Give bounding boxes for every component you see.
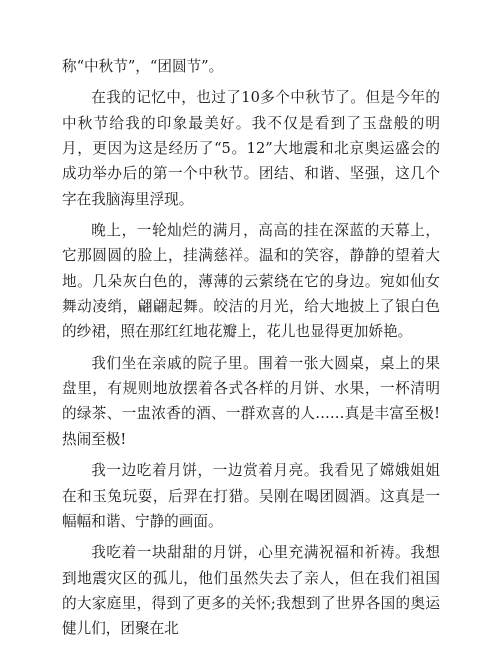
- paragraph-1: 称“中秋节”，“团圆节”。: [62, 58, 224, 75]
- paragraph-3: 晚上，一轮灿烂的满月，高高的挂在深蓝的天幕上，它那圆圆的脸上，挂满慈祥。温和的笑容，静静的望着大地。几朵灰白色的，薄薄的云萦绕在它的身边。宛如仙女舞动凌绡，翩翩起舞。皎洁的月光，给大地披上了银白色的纱裙，照在那红红地花瓣上，花儿也显得更加娇艳。: [62, 222, 440, 341]
- document-page: [62, 54, 440, 648]
- paragraph-6: 我吃着一块甜甜的月饼，心里充满祝福和祈祷。我想到地震灾区的孤儿，他们虽然失去了亲人，但在我们祖国的大家庭里，得到了更多的关怀;我想到了世界各国的奥运健儿们，团聚在北: [62, 544, 440, 638]
- paragraph-4: 我们坐在亲戚的院子里。围着一张大圆桌，桌上的果盘里，有规则地放摆着各式各样的月饼、水果，一杯清明的绿茶、一盅浓香的酒、一群欢喜的人……真是丰富至极!热闹至极!: [62, 354, 440, 448]
- paragraph-5: 我一边吃着月饼，一边赏着月亮。我看见了嫦娥姐姐在和玉兔玩耍，后羿在打猎。吴刚在喝团圆酒。这真是一幅幅和谐、宁静的画面。: [62, 462, 440, 530]
- paragraph-2: 在我的记忆中，也过了10多个中秋节了。但是今年的中秋节给我的印象最美好。我不仅是看到了玉盘般的明月，更因为这是经历了“5。12”大地震和北京奥运盛会的成功举办后的第一个中秋节。团结、和谐、坚强，这几个字在我脑海里浮现。: [62, 89, 440, 208]
